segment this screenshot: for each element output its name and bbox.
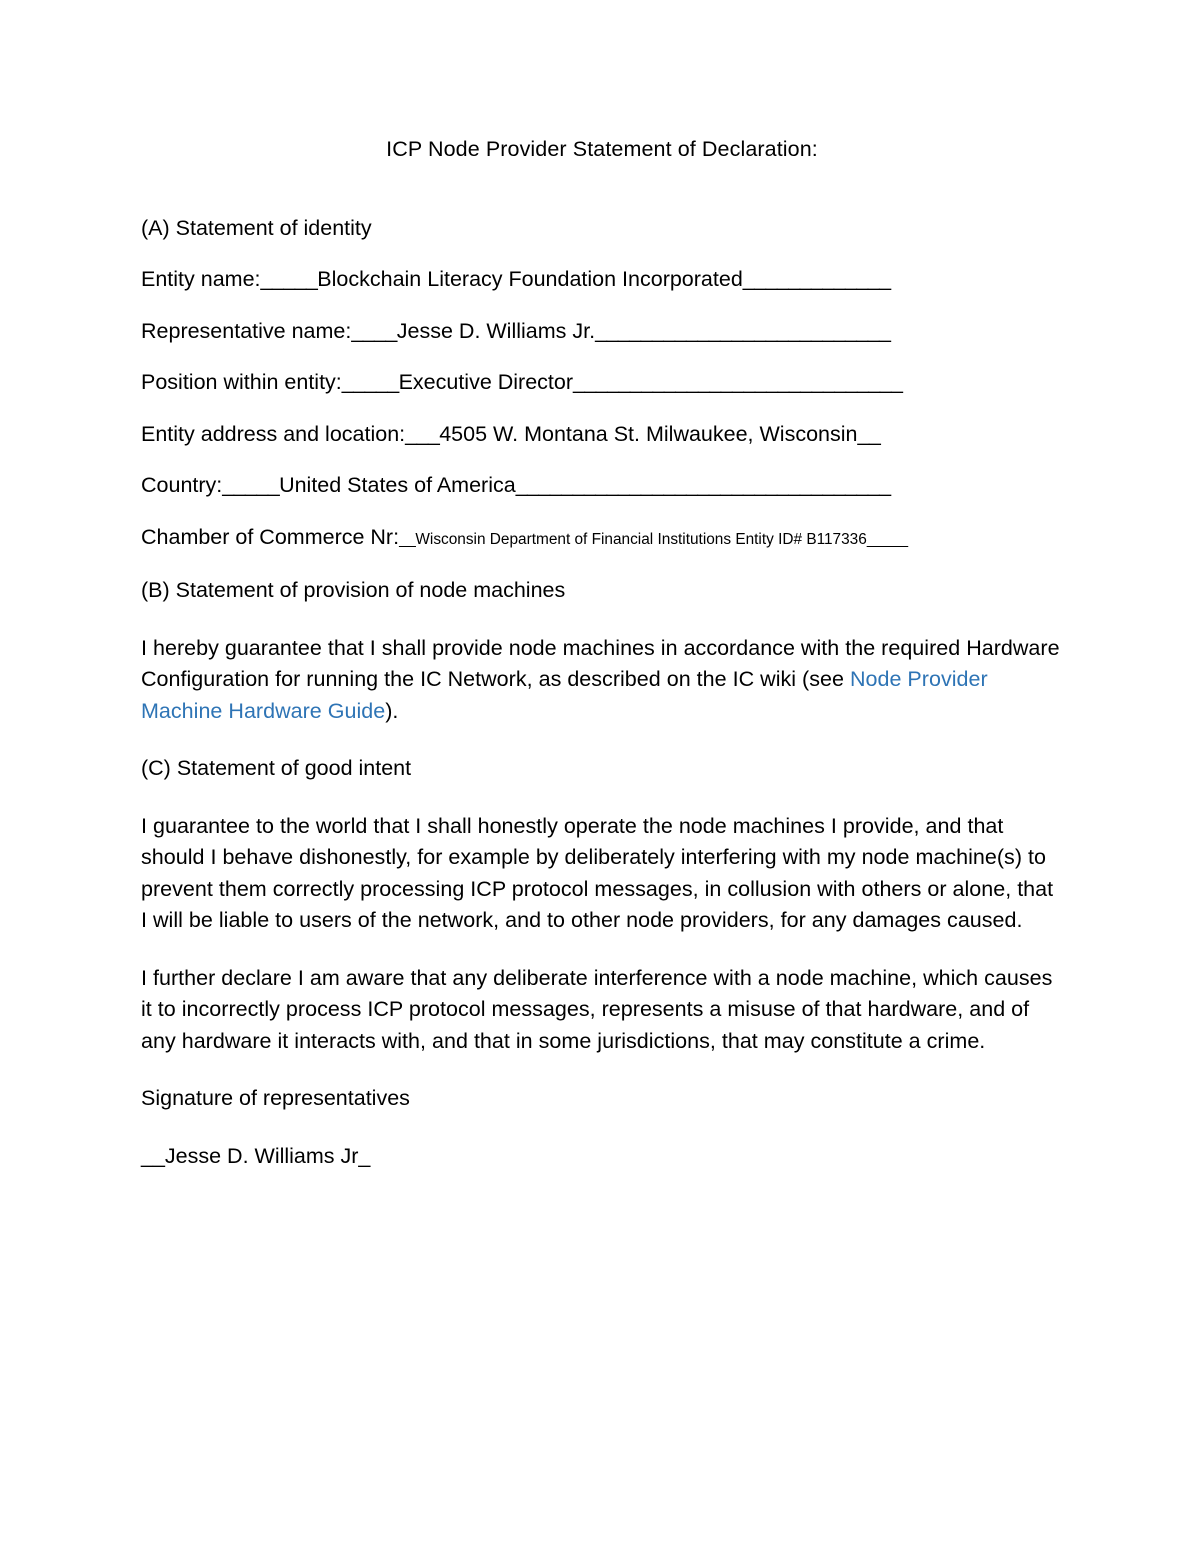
spacer: [141, 1115, 1063, 1141]
field-representative-name-rule-post: __________________________: [595, 318, 891, 343]
spacer: [141, 727, 1063, 753]
field-representative-name-label: Representative name:: [141, 318, 352, 343]
field-representative-name: [141, 316, 1063, 348]
field-country-value[interactable]: United States of America: [279, 473, 516, 498]
spacer: [141, 555, 1063, 575]
field-chamber-of-commerce-rule-pre: __: [399, 530, 416, 548]
field-entity-name-label: Entity name:: [141, 267, 261, 292]
field-position-within-entity-rule-post: _____________________________: [573, 370, 903, 395]
field-entity-name: [141, 264, 1063, 296]
section-c-paragraph-1: I guarantee to the world that I shall honestly operate the node machines I provide, and that should I behave dishonestly, for example by deliberately interfering with my node machine(s) to prevent them correctly processing ICP protocol messages, in collusion with others or alone, that I will be liable to users of the network, and to other node providers, for any damages caused.: [141, 813, 1054, 933]
signature-heading: Signature of representatives: [141, 1086, 410, 1111]
spacer: [141, 607, 1063, 633]
section-b-heading: (B) Statement of provision of node machines: [141, 578, 566, 603]
field-entity-address-value[interactable]: 4505 W. Montana St. Milwaukee, Wisconsin: [439, 421, 858, 446]
signature-value[interactable]: __Jesse D. Williams Jr_: [141, 1143, 371, 1168]
spacer: [141, 347, 1063, 367]
field-chamber-of-commerce-rule-post: _____: [866, 530, 908, 548]
spacer: [141, 1057, 1063, 1083]
spacer: [141, 785, 1063, 811]
section-a-heading: (A) Statement of identity: [141, 215, 372, 240]
field-country-rule-pre: _____: [222, 473, 280, 498]
field-entity-name-rule-pre: _____: [260, 267, 318, 292]
spacer: [141, 163, 1063, 213]
field-entity-address-label: Entity address and location:: [141, 421, 406, 446]
field-entity-address: [141, 419, 1063, 451]
section-b-paragraph: [141, 633, 1063, 728]
field-entity-name-value[interactable]: Blockchain Literacy Foundation Incorporated: [317, 267, 743, 292]
field-representative-name-rule-pre: ____: [351, 318, 397, 343]
field-position-within-entity-label: Position within entity:: [141, 370, 342, 395]
field-chamber-of-commerce: [141, 522, 1063, 556]
field-position-within-entity-rule-pre: _____: [341, 370, 399, 395]
field-country-label: Country:: [141, 473, 223, 498]
page-title: ICP Node Provider Statement of Declaration:: [386, 137, 818, 161]
field-entity-address-rule-pre: ___: [405, 421, 440, 446]
field-chamber-of-commerce-label: Chamber of Commerce Nr:: [141, 524, 400, 549]
spacer: [141, 450, 1063, 470]
spacer: [141, 502, 1063, 522]
section-b-text-after-link: ).: [385, 698, 399, 723]
field-chamber-of-commerce-value[interactable]: Wisconsin Department of Financial Institutions Entity ID# B117336: [415, 530, 867, 548]
document-content: [141, 0, 1063, 1172]
field-country: [141, 470, 1063, 502]
spacer: [141, 244, 1063, 264]
field-position-within-entity: [141, 367, 1063, 399]
section-c-paragraph-2: I further declare I am aware that any deliberate interference with a node machine, which causes it to incorrectly process ICP protocol messages, represents a misuse of that hardware, and of any hardware it interacts with, and that in some jurisdictions, that may constitute a crime.: [141, 965, 1053, 1053]
field-representative-name-value[interactable]: Jesse D. Williams Jr.: [396, 318, 596, 343]
spacer: [141, 296, 1063, 316]
field-country-rule-post: _________________________________: [515, 473, 891, 498]
node-provider-machine-hardware-guide-link[interactable]: Node Provider Machine Hardware Guide: [141, 667, 988, 723]
section-b-text-before-link: I hereby guarantee that I shall provide node machines in accordance with the required Hardware Configuration for running the IC Network, as described on the IC wiki (see: [141, 635, 1060, 692]
spacer: [141, 399, 1063, 419]
field-entity-name-rule-post: _____________: [742, 267, 891, 292]
spacer: [141, 937, 1063, 963]
section-c-heading: (C) Statement of good intent: [141, 756, 412, 781]
field-position-within-entity-value[interactable]: Executive Director: [398, 370, 574, 395]
field-entity-address-rule-post: __: [857, 421, 881, 446]
